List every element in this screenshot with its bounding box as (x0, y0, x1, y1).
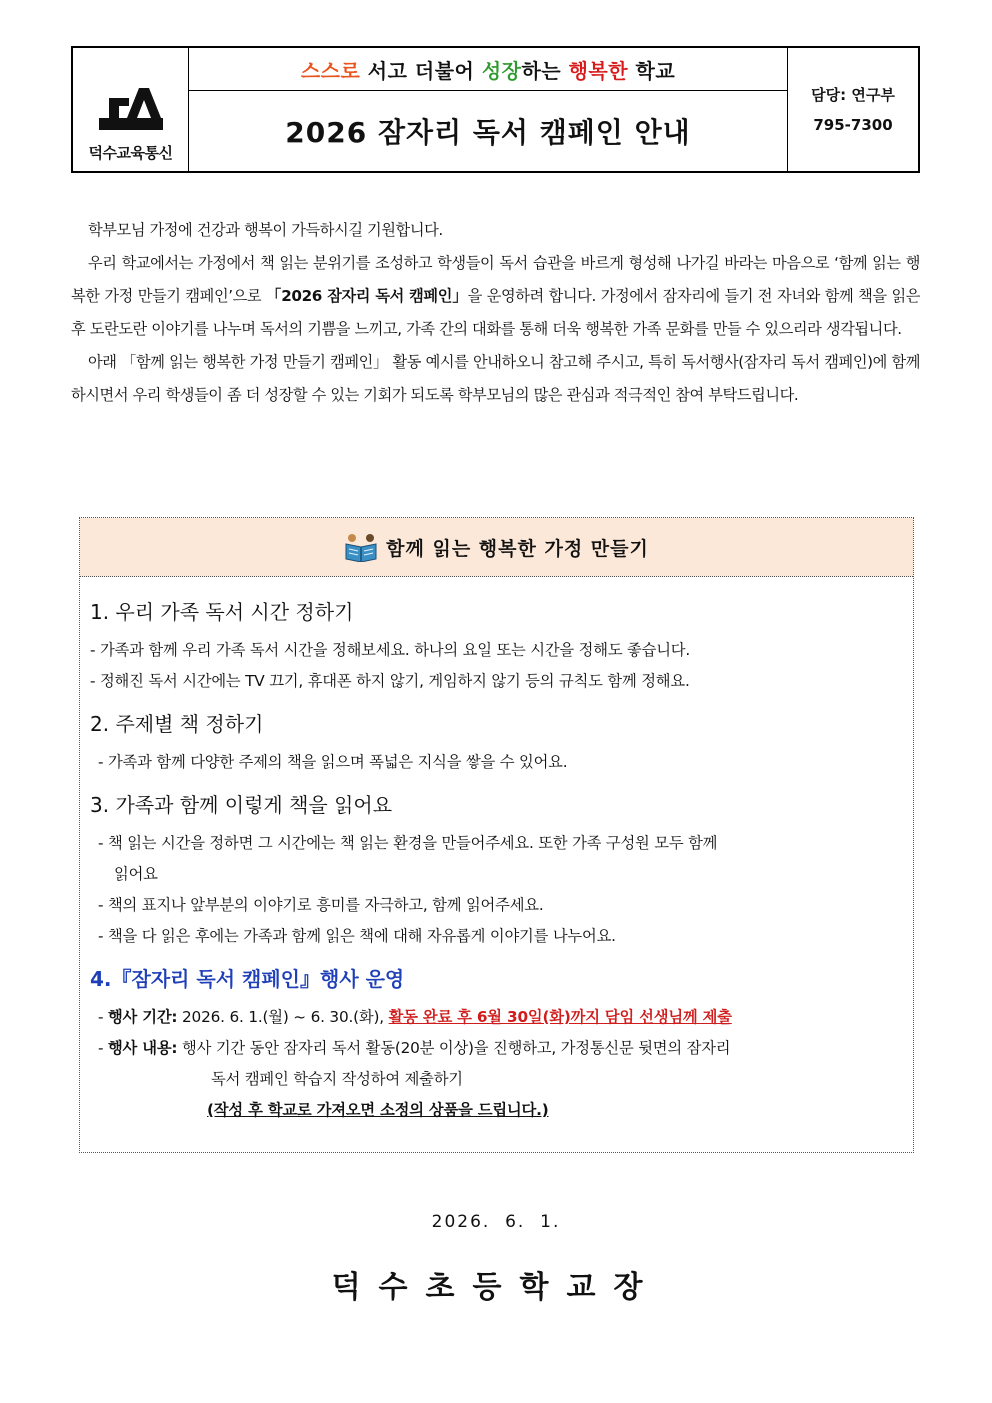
event-period-label: 행사 기간: (107, 1008, 178, 1026)
principal-signature: 덕수초등학교장 (331, 1270, 661, 1305)
slogan-part: 하는 (521, 58, 569, 83)
event-content: - 행사 내용: 행사 기간 동안 잠자리 독서 활동(20분 이상)을 진행하고, 가정통신문 뒷면의 잠자리 (98, 1039, 731, 1057)
section-title-event: 4.『잠자리 독서 캠페인』행사 운영 (90, 967, 405, 991)
reward-text: (작성 후 학교로 가져오면 소정의 상품을 드립니다.) (207, 1101, 549, 1119)
activity-box-title: 함께 읽는 행복한 가정 만들기 (386, 537, 649, 560)
submission-deadline: 활동 완료 후 6월 30일(화)까지 담임 선생님께 제출 (388, 1008, 732, 1026)
header-center (189, 48, 788, 171)
event-period: - 행사 기간: 2026. 6. 1.(월) ~ 6. 30.(화), 활동 완료 후 6월 30일(화)까지 담임 선생님께 제출 (98, 1008, 732, 1026)
reward-note (90, 1095, 903, 1126)
activity-box-body (80, 577, 913, 1126)
header-table (71, 46, 920, 173)
campaign-name: 「2026 잠자리 독서 캠페인」 (266, 287, 468, 305)
school-logo-icon (95, 84, 167, 136)
slogan-part: 성장 (481, 58, 522, 83)
event-content-continued: 독서 캠페인 학습지 작성하여 제출하기 (211, 1070, 463, 1088)
intro-text-span: 우리 학교에서는 가정에서 책 읽는 분위기를 조성하고 학생들이 독서 습관을 바르게 형성해 나가길 바라는 마음으로 ‘함께 읽는 행복한 가정 만들기 캠페인’으로 (71, 254, 920, 305)
section-item: - 정해진 독서 시간에는 TV 끄기, 휴대폰 하지 않기, 게임하지 않기 등의 규칙도 함께 정해요. (90, 672, 690, 690)
activity-box-header (80, 518, 913, 577)
section-item: - 가족과 함께 다양한 주제의 책을 읽으며 폭넓은 지식을 쌓을 수 있어요. (98, 753, 568, 771)
issue-date: 2026. 6. 1. (431, 1212, 561, 1232)
intro-paragraph (71, 247, 920, 346)
slogan-part: 스스로 (300, 58, 361, 83)
slogan-part: 학교 (628, 58, 676, 83)
intro-text-span: 을 운영하려 합니다. 가정에서 잠자리에 들기 전 자녀와 함께 책을 읽은 후 도란도란 이야기를 나누며 독서의 기쁨을 느끼고, 가족 간의 대화를 통해 더욱 행복한 가족 문화를 만들 수 있으리라 생각됩니다. (71, 287, 920, 338)
section-item: - 책의 표지나 앞부분의 이야기로 흥미를 자극하고, 함께 읽어주세요. (98, 896, 544, 914)
intro-paragraph: 학부모님 가정에 건강과 행복이 가득하시길 기원합니다. (88, 221, 443, 239)
activity-box (79, 517, 914, 1153)
section-item: - 책을 다 읽은 후에는 가족과 함께 읽은 책에 대해 자유롭게 이야기를 나누어요. (98, 927, 616, 945)
section-item: - 가족과 함께 우리 가족 독서 시간을 정해보세요. 하나의 요일 또는 시간을 정해도 좋습니다. (90, 641, 691, 659)
event-content-label: 행사 내용: (107, 1039, 178, 1057)
contact-phone: 795-7300 (813, 115, 893, 134)
event-period-value: 2026. 6. 1.(월) ~ 6. 30.(화), (177, 1008, 389, 1026)
section-item-continued: 읽어요 (114, 865, 158, 883)
contact-cell (788, 48, 918, 171)
section-item: - 책 읽는 시간을 정하면 그 시간에는 책 읽는 환경을 만들어주세요. 또한 가족 구성원 모두 함께 (98, 834, 718, 852)
section-title: 1. 우리 가족 독서 시간 정하기 (90, 600, 354, 624)
slogan-part: 서고 더불어 (360, 58, 482, 83)
contact-department: 담당: 연구부 (811, 85, 895, 104)
intro-paragraph: 아래 「함께 읽는 행복한 가정 만들기 캠페인」 활동 예시를 안내하오니 참고해 주시고, 특히 독서행사(잠자리 독서 캠페인)에 함께 하시면서 우리 학생들이 좀 더 성장할 수 있는 기회가 되도록 학부모님의 많은 관심과 적극적인 참여 부탁드립니다. (71, 353, 920, 404)
event-content-value: 행사 기간 동안 잠자리 독서 활동(20분 이상)을 진행하고, 가정통신문 뒷면의 잠자리 (177, 1039, 731, 1057)
section-title: 3. 가족과 함께 이렇게 책을 읽어요 (90, 793, 393, 817)
reading-book-icon (344, 532, 378, 562)
slogan-part: 행복한 (568, 58, 629, 83)
intro-text (71, 214, 920, 412)
logo-cell (73, 48, 189, 171)
school-slogan (189, 48, 787, 91)
logo-text: 덕수교육통신 (88, 144, 173, 162)
section-title: 2. 주제별 책 정하기 (90, 712, 264, 736)
document-title: 2026 잠자리 독서 캠페인 안내 (285, 116, 691, 149)
